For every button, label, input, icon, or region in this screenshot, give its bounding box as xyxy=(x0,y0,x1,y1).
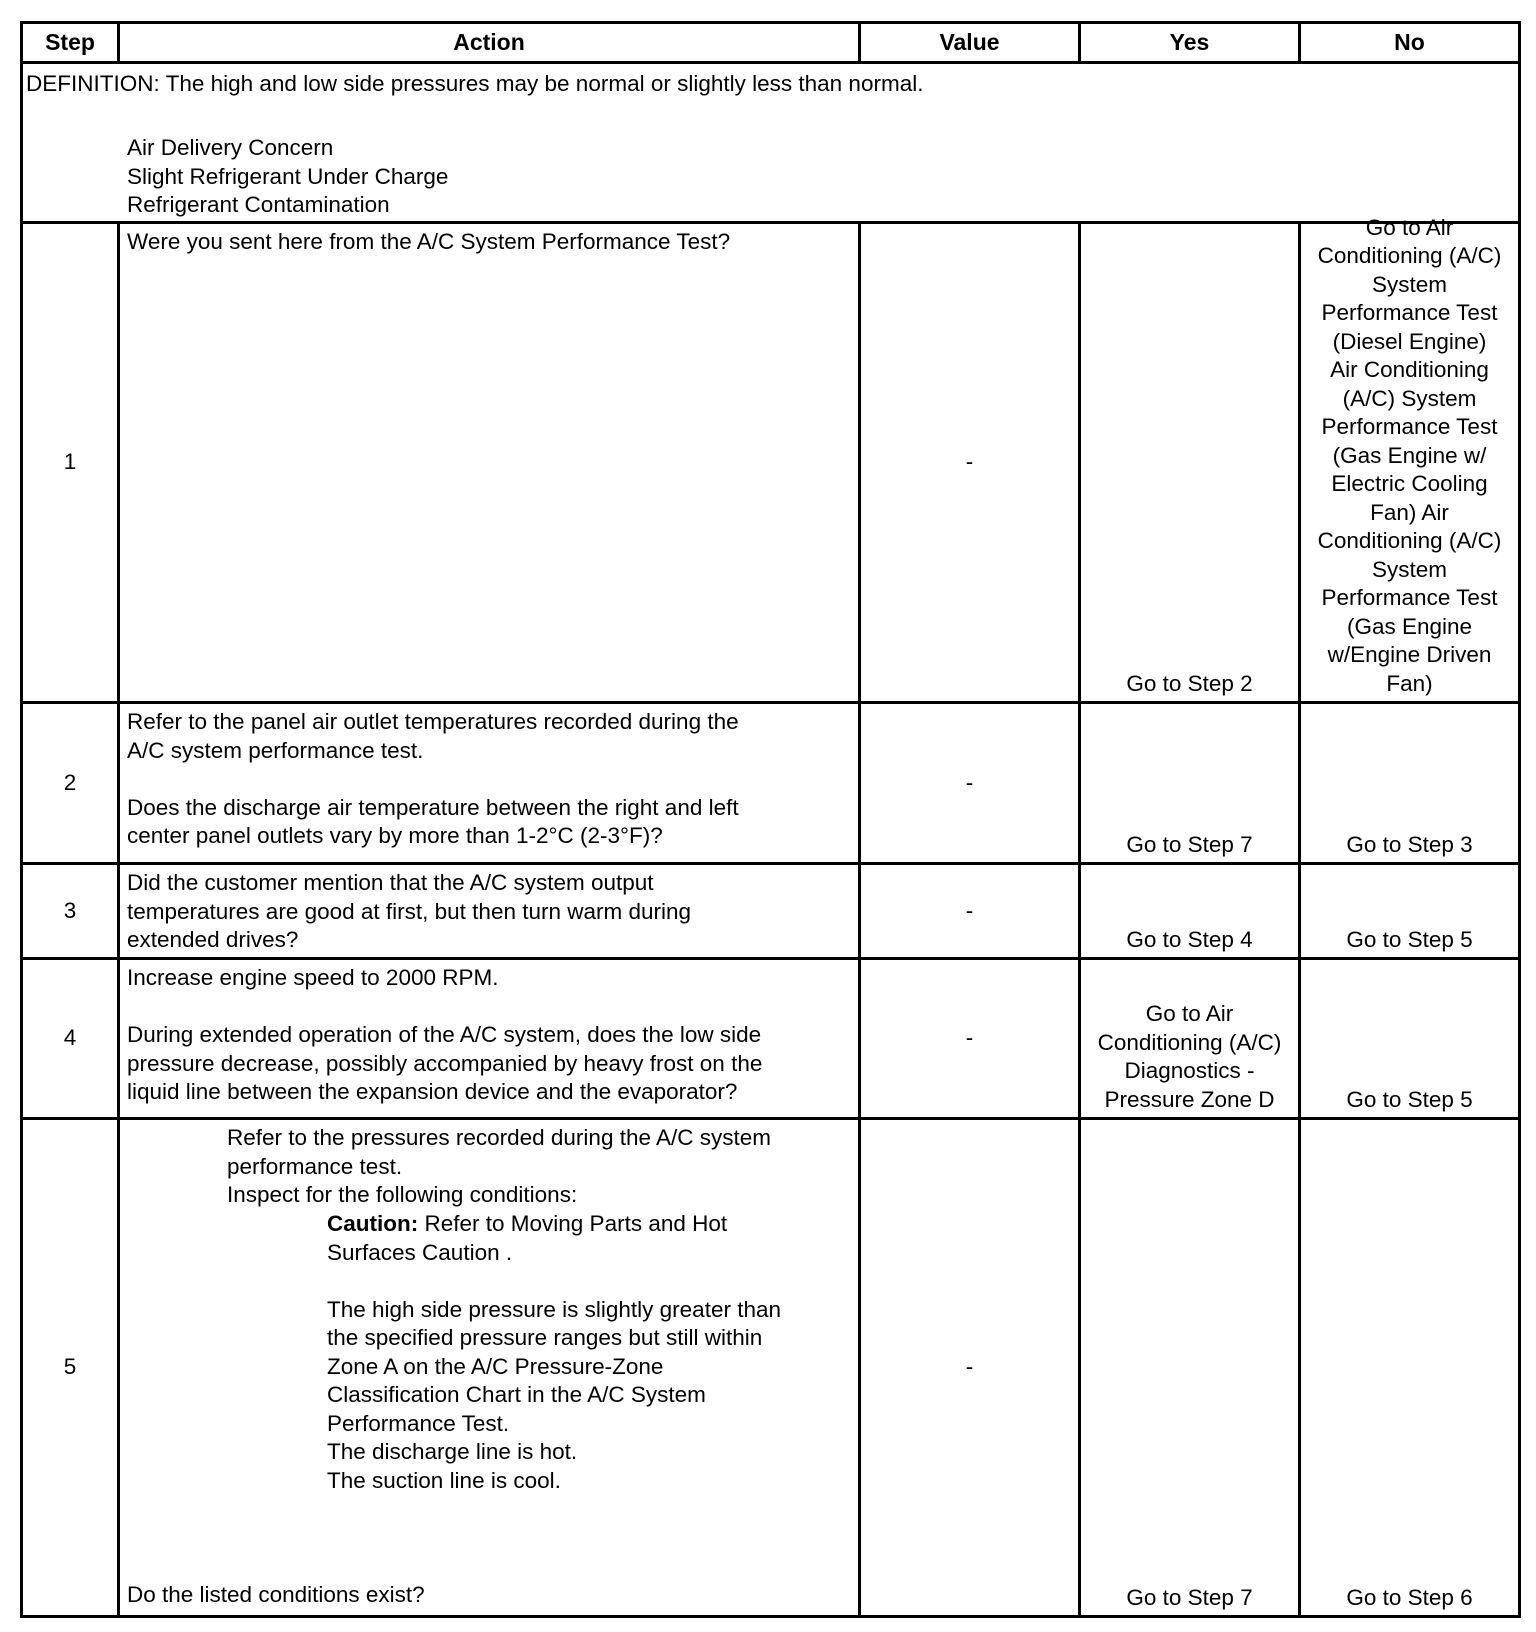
step-number-5: 5 xyxy=(63,1354,77,1380)
action-5-conditions: Caution: Refer to Moving Parts and Hot Surfaces Caution . The high side pressure is slightly greater than the specified pressure ranges but still within Zone A on the A/C Pressure-Zone Classification Chart in the A/C System Performance Test. The discharge line is hot. The suction line is cool. xyxy=(327,1211,781,1493)
value-5: - xyxy=(965,1354,974,1380)
header-action: Action xyxy=(453,29,525,55)
caution-label: Caution: xyxy=(327,1211,419,1236)
action-4: Increase engine speed to 2000 RPM. During extended operation of the A/C system, does the low side pressure decrease, possibly accompanied by heavy frost on the liquid line between the expansion device and the evaporator? xyxy=(127,965,763,1104)
value-2: - xyxy=(965,769,974,795)
no-3: Go to Step 5 xyxy=(1346,926,1473,952)
header-divider xyxy=(23,61,1518,64)
header-value: Value xyxy=(939,29,1000,55)
definition-item: Slight Refrigerant Under Charge xyxy=(127,163,449,189)
step-number-3: 3 xyxy=(63,897,77,923)
action-3: Did the customer mention that the A/C system output temperatures are good at first, but then turn warm during extended drives? xyxy=(127,870,692,952)
definition-items xyxy=(127,134,827,220)
action-1: Were you sent here from the A/C System Performance Test? xyxy=(127,229,731,254)
header-step: Step xyxy=(45,29,95,55)
action-5-intro: Refer to the pressures recorded during the A/C system performance test. Inspect for the following conditions: xyxy=(227,1125,772,1207)
header-yes: Yes xyxy=(1169,29,1210,55)
value-1: - xyxy=(965,449,974,475)
step-number-4: 4 xyxy=(63,1025,77,1051)
yes-1: Go to Step 2 xyxy=(1126,670,1253,696)
value-3: - xyxy=(965,897,974,923)
col-divider-step-body xyxy=(117,221,120,1615)
header-no: No xyxy=(1394,29,1425,55)
yes-5: Go to Step 7 xyxy=(1126,1584,1253,1610)
diagnostic-table xyxy=(20,21,1521,1618)
step-number-1: 1 xyxy=(63,449,77,475)
definition-item: Air Delivery Concern xyxy=(127,135,334,160)
no-1: Go to Air Conditioning (A/C) System Performance Test (Diesel Engine) Air Conditioning (A/C) System Performance Test (Gas Engine w/ Electric Cooling Fan) Air Conditioning (A/C) System Performance Test (Gas Engine w/Engine Driven Fan) xyxy=(1317,214,1502,696)
definition-item: Refrigerant Contamination xyxy=(127,192,390,217)
value-4: - xyxy=(965,1025,974,1051)
no-5: Go to Step 6 xyxy=(1346,1584,1473,1610)
no-4: Go to Step 5 xyxy=(1346,1086,1473,1112)
action-5-question: Do the listed conditions exist? xyxy=(127,1582,425,1607)
yes-3: Go to Step 4 xyxy=(1126,926,1253,952)
yes-4: Go to Air Conditioning (A/C) Diagnostics - Pressure Zone D xyxy=(1097,1001,1282,1112)
action-2: Refer to the panel air outlet temperatures recorded during the A/C system performance test. Does the discharge air temperature between the right and left center panel outlets vary by more than 1-2°C (2-3°F)? xyxy=(127,709,739,848)
yes-2: Go to Step 7 xyxy=(1126,831,1253,857)
no-2: Go to Step 3 xyxy=(1346,831,1473,857)
definition-text: DEFINITION: The high and low side pressures may be normal or slightly less than normal. xyxy=(26,71,924,96)
step-number-2: 2 xyxy=(63,769,77,795)
